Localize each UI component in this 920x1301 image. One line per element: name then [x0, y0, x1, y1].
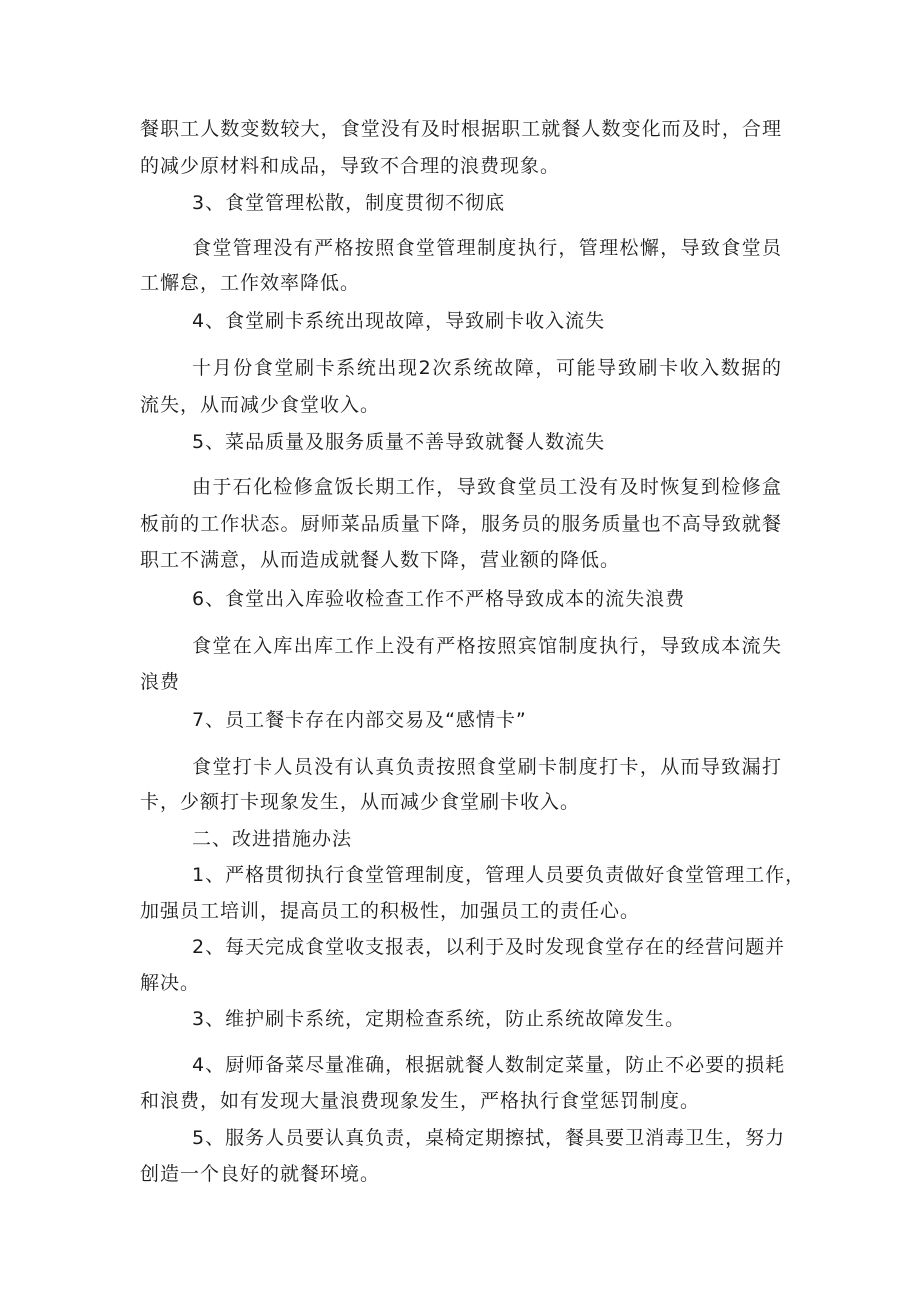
paragraph-line: 浪费 [140, 671, 181, 693]
paragraph-line: 3、维护刷卡系统，定期检查系统，防止系统故障发生。 [192, 1008, 686, 1030]
paragraph-line: 加强员工培训，提高员工的积极性，加强员工的责任心。 [140, 900, 641, 922]
paragraph-line: 2、每天完成食堂收支报表，以利于及时发现食堂存在的经营问题并 [192, 936, 786, 958]
paragraph-line: 解决。 [140, 972, 201, 994]
paragraph-line: 的减少原材料和成品，导致不合理的浪费现象。 [140, 155, 561, 177]
paragraph-line: 由于石化检修盒饭长期工作，导致食堂员工没有及时恢复到检修盒 [192, 476, 782, 498]
paragraph-line: 食堂打卡人员没有认真负责按照食堂刷卡制度打卡，从而导致漏打 [192, 756, 782, 778]
paragraph-line: 4、厨师备菜尽量准确，根据就餐人数制定菜量，防止不必要的损耗 [192, 1054, 786, 1076]
section-heading: 7、员工餐卡存在内部交易及“感情卡” [192, 709, 527, 731]
paragraph-line: 十月份食堂刷卡系统出现2次系统故障，可能导致刷卡收入数据的 [192, 357, 782, 379]
paragraph-line: 工懈怠，工作效率降低。 [140, 272, 361, 294]
paragraph-line: 食堂管理没有严格按照食堂管理制度执行，管理松懈，导致食堂员 [192, 237, 782, 259]
paragraph-line: 卡，少额打卡现象发生，从而减少食堂刷卡收入。 [140, 791, 581, 813]
paragraph-line: 和浪费，如有发现大量浪费现象发生，严格执行食堂惩罚制度。 [140, 1090, 701, 1112]
paragraph-line: 职工不满意，从而造成就餐人数下降，营业额的降低。 [140, 549, 621, 571]
section-heading: 5、菜品质量及服务质量不善导致就餐人数流失 [192, 431, 606, 453]
paragraph-line: 流失，从而减少食堂收入。 [140, 394, 381, 416]
section-heading: 4、食堂刷卡系统出现故障，导致刷卡收入流失 [192, 310, 606, 332]
paragraph-line: 1、严格贯彻执行食堂管理制度，管理人员要负责做好食堂管理工作， [192, 864, 806, 886]
paragraph-line: 创造一个良好的就餐环境。 [140, 1163, 381, 1185]
section-heading: 6、食堂出入库验收检查工作不严格导致成本的流失浪费 [192, 588, 686, 610]
paragraph-line: 板前的工作状态。厨师菜品质量下降，服务员的服务质量也不高导致就餐 [140, 513, 782, 535]
paragraph-line: 餐职工人数变数较大，食堂没有及时根据职工就餐人数变化而及时，合理 [140, 118, 782, 140]
paragraph-line: 食堂在入库出库工作上没有严格按照宾馆制度执行，导致成本流失 [192, 635, 782, 657]
section-heading: 二、改进措施办法 [192, 828, 353, 850]
section-heading: 3、食堂管理松散，制度贯彻不彻底 [192, 192, 506, 214]
paragraph-line: 5、服务人员要认真负责，桌椅定期擦拭，餐具要卫消毒卫生，努力 [192, 1127, 786, 1149]
